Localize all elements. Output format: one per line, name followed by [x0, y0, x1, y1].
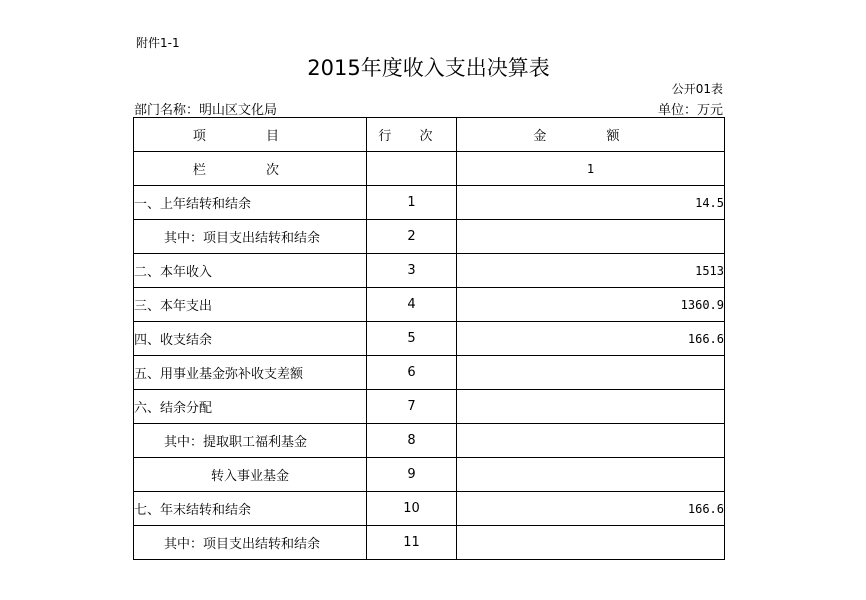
income-expenditure-table	[133, 117, 725, 560]
unit-label: 单位：万元	[657, 103, 723, 118]
table-row	[134, 254, 725, 288]
column-index-row	[134, 152, 725, 186]
row-line: 9	[367, 458, 457, 492]
row-amount	[457, 526, 725, 560]
table-row	[134, 458, 725, 492]
row-amount	[457, 356, 725, 390]
row-line: 8	[367, 424, 457, 458]
row-amount	[457, 458, 725, 492]
page-title: 2015年度收入支出决算表	[307, 56, 550, 80]
table-row	[134, 186, 725, 220]
table-row	[134, 356, 725, 390]
table-row	[134, 526, 725, 560]
row-line: 2	[367, 220, 457, 254]
department-name: 部门名称：明山区文化局	[134, 103, 278, 118]
column-index-line	[367, 152, 457, 186]
column-header-item: 项 目	[134, 118, 367, 152]
row-amount: 166.6	[457, 322, 725, 356]
row-item: 七、年末结转和结余	[134, 492, 367, 526]
row-amount	[457, 390, 725, 424]
row-line: 6	[367, 356, 457, 390]
row-item: 其中：提取职工福利基金	[134, 424, 367, 458]
row-item: 四、收支结余	[134, 322, 367, 356]
row-amount	[457, 424, 725, 458]
row-item: 五、用事业基金弥补收支差额	[134, 356, 367, 390]
column-index-label: 栏 次	[134, 152, 367, 186]
row-item: 六、结余分配	[134, 390, 367, 424]
table-row	[134, 288, 725, 322]
row-line: 10	[367, 492, 457, 526]
row-amount: 14.5	[457, 186, 725, 220]
attachment-label: 附件1-1	[136, 36, 180, 50]
row-line: 11	[367, 526, 457, 560]
row-item: 转入事业基金	[134, 458, 367, 492]
column-header-line: 行 次	[367, 118, 457, 152]
table-row	[134, 220, 725, 254]
table-row	[134, 424, 725, 458]
row-amount: 1360.9	[457, 288, 725, 322]
row-item: 其中：项目支出结转和结余	[134, 526, 367, 560]
row-line: 7	[367, 390, 457, 424]
row-item: 二、本年收入	[134, 254, 367, 288]
table-row	[134, 390, 725, 424]
column-header-amount: 金 额	[457, 118, 725, 152]
row-item: 三、本年支出	[134, 288, 367, 322]
column-index-amount: 1	[457, 152, 725, 186]
table-row	[134, 322, 725, 356]
header-row	[134, 118, 725, 152]
row-line: 4	[367, 288, 457, 322]
row-line: 1	[367, 186, 457, 220]
form-code: 公开01表	[671, 82, 723, 96]
row-item: 其中：项目支出结转和结余	[134, 220, 367, 254]
row-amount	[457, 220, 725, 254]
row-item: 一、上年结转和结余	[134, 186, 367, 220]
row-line: 3	[367, 254, 457, 288]
row-line: 5	[367, 322, 457, 356]
table-row	[134, 492, 725, 526]
row-amount: 166.6	[457, 492, 725, 526]
row-amount: 1513	[457, 254, 725, 288]
